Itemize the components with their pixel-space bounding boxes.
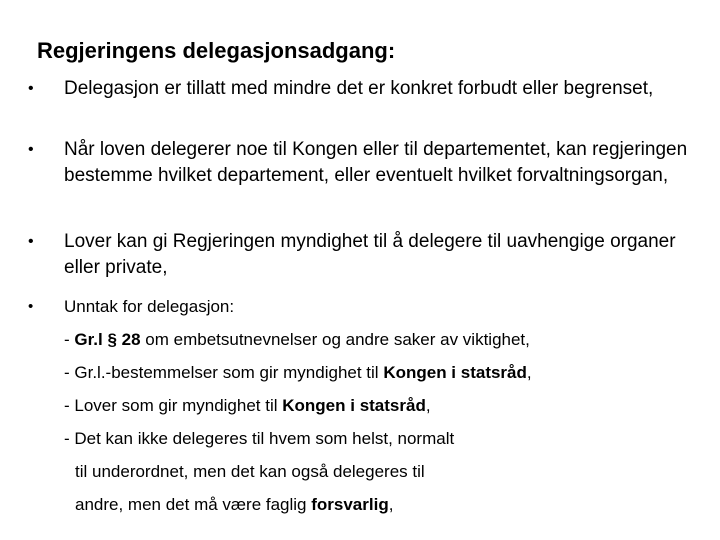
exception-text: - Lover som gir myndighet til (64, 396, 283, 415)
exception-text: - Gr.l.-bestemmelser som gir myndighet til (64, 363, 384, 382)
slide-title: Regjeringens delegasjonsadgang: (37, 38, 396, 63)
bullet-text: Når loven delegerer noe til Kongen eller til departementet, kan regjeringen bestemme hvilket departement, eller eventuelt hvilket forvaltningsorgan, (64, 139, 688, 186)
bullet-item-3 (28, 229, 708, 281)
bullet-item-1 (28, 76, 708, 102)
exception-line-1 (64, 323, 708, 356)
exception-emphasis: Kongen i statsråd (383, 363, 527, 382)
exception-text: , (425, 396, 431, 415)
bullet-text: Lover kan gi Regjeringen myndighet til å delegere til uavhengige organer eller private, (64, 231, 676, 278)
bullet-text: Delegasjon er tillatt med mindre det er konkret forbudt eller begrenset, (64, 78, 654, 99)
bullet-icon: • (28, 141, 34, 158)
bullet-icon: • (28, 233, 34, 250)
exception-text: , (526, 363, 532, 382)
exception-text: andre, men det må være faglig (75, 495, 312, 514)
exception-line-6 (75, 488, 708, 521)
exceptions-heading: Unntak for delegasjon: (64, 297, 235, 316)
exception-line-3 (64, 389, 708, 422)
bullet-item-2 (28, 137, 708, 189)
exception-text: , (388, 495, 394, 514)
exception-line-5: til underordnet, men det kan også delegeres til (75, 462, 425, 481)
exception-emphasis: Kongen i statsråd (282, 396, 426, 415)
bullet-icon: • (28, 80, 34, 97)
bullet-icon: • (28, 298, 34, 315)
exception-line-2 (64, 356, 708, 389)
exception-text: - (64, 330, 75, 349)
exception-emphasis: Gr.l § 28 (74, 330, 141, 349)
bullet-item-exceptions (28, 290, 708, 521)
exception-emphasis: forsvarlig (311, 495, 389, 514)
exception-line-4: - Det kan ikke delegeres til hvem som helst, normalt (64, 429, 455, 448)
exception-text: om embetsutnevnelser og andre saker av viktighet, (140, 330, 530, 349)
